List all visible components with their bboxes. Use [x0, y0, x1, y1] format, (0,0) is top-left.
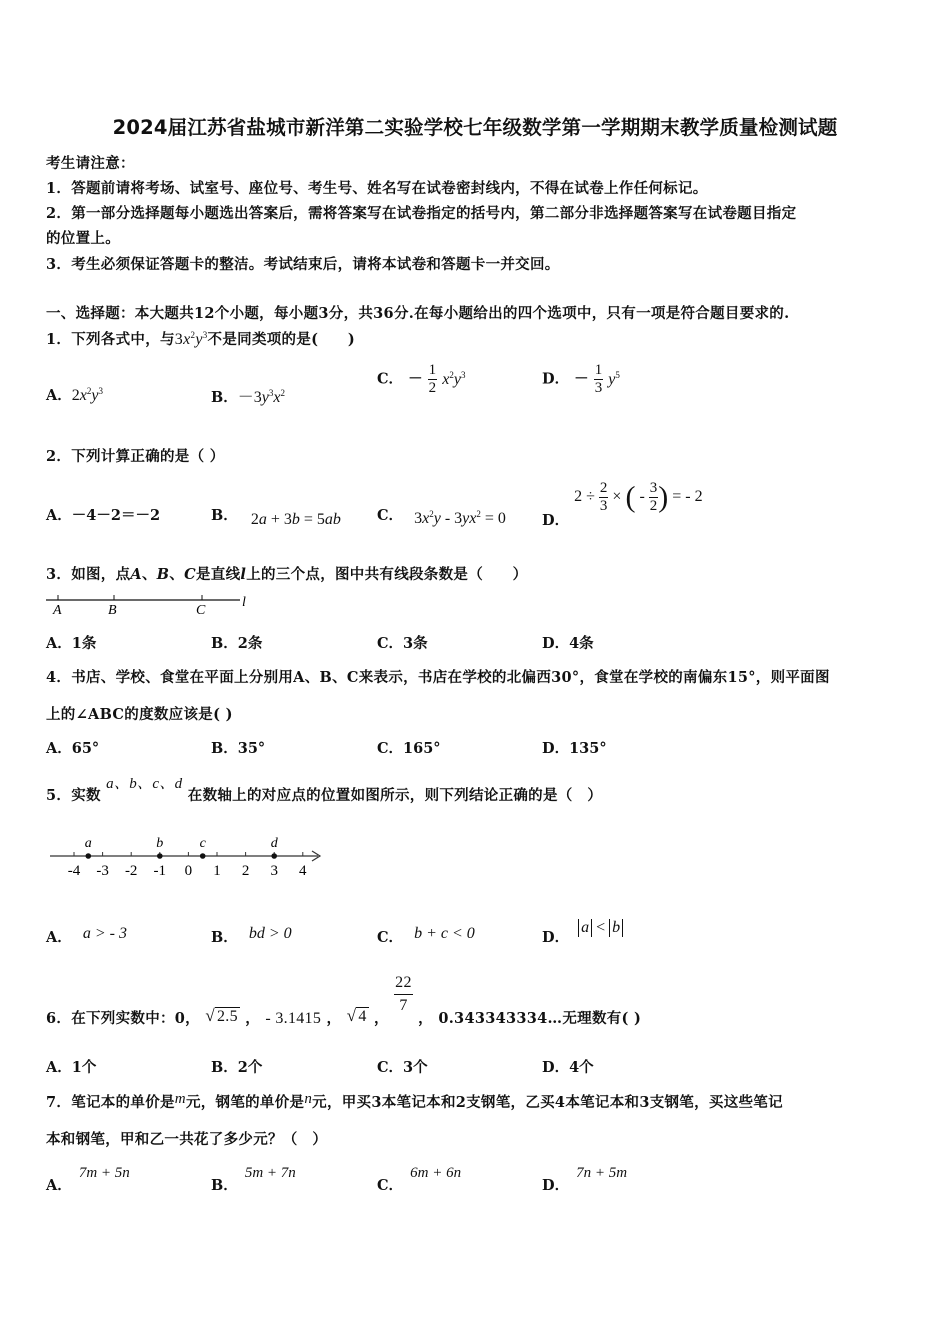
exam-title: 2024届江苏省盐城市新洋第二实验学校七年级数学第一学期期末教学质量检测试题	[112, 116, 838, 139]
q5-point-label-d: d	[270, 836, 278, 851]
q1-option-c-label: C．	[377, 370, 404, 388]
q2-option-c	[377, 504, 506, 525]
question-5-stem	[46, 776, 603, 805]
q5-tick-label: 4	[299, 863, 307, 879]
q7-option-b-label: B．	[211, 1177, 238, 1194]
q1-option-a-expr: $2x^2y^3$	[71, 386, 103, 404]
q1-stem-suffix: 不是同类项的是( )	[207, 331, 356, 348]
q3-fig-label-a: A	[53, 603, 62, 618]
q2-option-d-frac-1: $\frac{2}{3}$	[599, 480, 608, 514]
q1-option-d-sign: －	[574, 370, 589, 388]
q3-line-figure	[44, 590, 264, 620]
q7-var-m: m	[174, 1091, 186, 1107]
q7-option-c	[377, 1165, 462, 1195]
q5-option-b-label: B．	[211, 929, 238, 946]
q1-term: $3x^2y^3$	[174, 330, 208, 348]
q5-vars: a、b、c、d	[106, 776, 183, 792]
question-2-stem: 2．下列计算正确的是（ ）	[46, 448, 225, 465]
question-3-stem: 3．如图，点A、B、C是直线l上的三个点，图中共有线段条数是（ ）	[46, 566, 528, 583]
q5-option-a-expr: a > - 3	[82, 925, 127, 942]
q6-sqrt-2-5: √ 2.5	[205, 1005, 238, 1025]
q3-point-a: A	[130, 566, 142, 583]
q5-point-c	[200, 853, 206, 859]
q7-option-d	[542, 1165, 628, 1195]
q1-option-c	[377, 362, 465, 397]
notice-heading: 考生请注意：	[46, 155, 135, 172]
q6-fraction-22-7: $\frac{22}{7}$	[395, 974, 412, 1014]
q1-option-a-label: A．	[46, 387, 72, 404]
q5-point-d	[271, 853, 277, 859]
q3-fig-label-c: C	[196, 603, 206, 618]
question-1-stem	[46, 328, 355, 349]
q1-option-a	[46, 384, 103, 405]
q3-point-c: C	[184, 566, 196, 583]
q5-tick-label: -2	[124, 863, 138, 879]
q5-tick-label: 2	[241, 863, 250, 879]
q7-stem-part-1: 7．笔记本的单价是	[46, 1094, 175, 1111]
q1-option-c-fraction: $\frac{1}{2}$	[428, 362, 437, 396]
q5-tick-label: -1	[153, 863, 167, 879]
q1-option-b-expr: $-3y^3x^2$	[237, 388, 285, 406]
q3-line-name: l	[240, 566, 247, 583]
q7-option-d-expr: 7n + 5m	[576, 1165, 628, 1181]
q2-option-c-expr: $3x^2y - 3yx^2 = 0$	[414, 509, 506, 527]
q3-option-d: D．4条	[542, 635, 594, 652]
q4-option-d: D．135°	[542, 740, 607, 757]
q6-option-b: B．2个	[211, 1059, 263, 1076]
q5-tick-label: 1	[213, 863, 221, 879]
q7-option-d-label: D．	[542, 1177, 570, 1194]
q3-point-b: B	[156, 566, 170, 583]
q7-stem-part-2: 元，钢笔的单价是	[185, 1094, 305, 1111]
q6-sqrt-4: √ 4	[346, 1005, 367, 1025]
q5-option-a	[46, 926, 127, 947]
q5-option-b	[211, 926, 292, 947]
q2-option-d-label: D．	[542, 512, 570, 530]
q5-option-d-expr: a < b	[578, 919, 623, 936]
q1-stem-prefix: 1．下列各式中，与	[46, 331, 175, 348]
q5-option-d	[542, 919, 623, 947]
q5-option-c	[377, 926, 475, 947]
q5-point-label-c: c	[199, 836, 206, 851]
q7-option-a-label: A．	[46, 1177, 72, 1194]
q4-option-a: A．65°	[46, 740, 100, 757]
q3-fig-label-l: l	[242, 595, 246, 610]
q5-tick-label: 3	[270, 863, 278, 879]
q6-option-d: D．4个	[542, 1059, 594, 1076]
q7-option-c-label: C．	[377, 1177, 404, 1194]
q5-tick-label: 0	[184, 863, 193, 879]
notice-item-2-cont: 的位置上。	[46, 230, 120, 247]
q2-option-c-label: C．	[377, 507, 404, 524]
q5-tick-label: -3	[96, 863, 109, 879]
q5-option-c-label: C．	[377, 929, 404, 946]
q2-option-d-expr: 2 ÷ $\frac{2}{3}$ × ( - $\frac{3}{2}$ ) = - 2	[574, 480, 703, 514]
q7-stem-part-3: 元，甲买3本笔记本和2支钢笔，乙买4本笔记本和3支钢笔，买这些笔记	[312, 1094, 783, 1111]
q3-option-c: C．3条	[377, 635, 428, 652]
q5-stem-prefix: 5．实数	[46, 787, 101, 804]
q5-number-line	[46, 830, 336, 882]
notice-item-1: 1．答题前请将考场、试室号、座位号、考生号、姓名写在试卷密封线内，不得在试卷上作任何标记。	[46, 180, 708, 197]
q3-fig-label-b: B	[108, 603, 117, 618]
q5-option-b-expr: bd > 0	[248, 925, 292, 942]
q5-option-a-label: A．	[46, 929, 72, 946]
q3-option-b: B．2条	[211, 635, 263, 652]
q5-point-label-a: a	[84, 836, 92, 851]
q5-option-d-label: D．	[542, 929, 570, 946]
q3-stem-middle: 是直线	[195, 566, 241, 583]
q7-var-n: n	[304, 1091, 313, 1107]
q7-option-a	[46, 1165, 130, 1195]
q1-option-d-label: D．	[542, 370, 570, 388]
q1-option-c-sign: －	[408, 370, 423, 388]
q2-option-a	[46, 504, 160, 525]
q5-tick-label: -4	[67, 863, 81, 879]
q1-option-d-expr: $y^5$	[608, 369, 620, 388]
q3-stem-prefix: 3．如图，点	[46, 566, 131, 583]
q2-option-b	[211, 504, 341, 528]
q5-point-a	[86, 853, 92, 859]
q5-point-label-b: b	[156, 836, 164, 851]
q5-point-b	[157, 853, 163, 859]
q3-option-a: A．1条	[46, 635, 97, 652]
q3-stem-suffix: 上的三个点，图中共有线段条数是（ ）	[246, 566, 528, 583]
q5-option-c-expr: b + c < 0	[414, 925, 475, 942]
q2-option-a-label: A．	[46, 507, 72, 524]
q2-option-a-expr: －4－2＝－2	[71, 507, 161, 524]
q7-option-b	[211, 1165, 296, 1195]
notice-item-2: 2．第一部分选择题每小题选出答案后，需将答案写在试卷指定的括号内，第二部分非选择题答案写在试卷题目指定	[46, 205, 797, 222]
question-6-stem: 6．在下列实数中：0， √ 2.5 ， - 3.1415 ， √ 4 ， $\frac{22}{7}$ ， 0.343343334…无理数有( )	[46, 974, 642, 1027]
q1-option-d	[542, 362, 620, 397]
q6-option-c: C．3个	[377, 1059, 428, 1076]
q1-option-b-label: B．	[211, 389, 238, 406]
q2-option-d-frac-2: $\frac{3}{2}$	[649, 480, 658, 514]
question-4-stem-line2: 上的∠ABC的度数应该是( )	[46, 706, 233, 723]
notice-item-3: 3．考生必须保证答题卡的整洁。考试结束后，请将本试卷和答题卡一并交回。	[46, 256, 560, 273]
q7-option-c-expr: 6m + 6n	[410, 1165, 462, 1181]
q2-option-b-expr: 2a + 3b = 5ab	[250, 511, 341, 528]
q2-option-d	[542, 480, 703, 530]
section-heading: 一、选择题：本大题共12个小题，每小题3分，共36分.在每小题给出的四个选项中，只有一项是符合题目要求的.	[46, 305, 790, 322]
q1-option-d-fraction: $\frac{1}{3}$	[594, 362, 603, 396]
q6-option-a: A．1个	[46, 1059, 97, 1076]
q2-option-b-label: B．	[211, 507, 238, 524]
q4-option-b: B．35°	[211, 740, 266, 757]
q6-stem-suffix: 0.343343334…无理数有( )	[438, 1009, 642, 1027]
question-7-stem-line1	[46, 1091, 783, 1112]
question-7-stem-line2: 本和钢笔，甲和乙一共花了多少元？（ ）	[46, 1131, 328, 1148]
q5-stem-suffix: 在数轴上的对应点的位置如图所示，则下列结论正确的是（ ）	[187, 787, 603, 804]
q6-neg-number: - 3.1415	[265, 1009, 322, 1027]
q7-option-b-expr: 5m + 7n	[244, 1165, 296, 1181]
q6-stem-prefix: 6．在下列实数中：0，	[46, 1009, 200, 1027]
q1-option-c-expr: $x^2y^3$	[442, 369, 466, 388]
q7-option-a-expr: 7m + 5n	[78, 1165, 130, 1181]
q1-option-b	[211, 384, 285, 407]
q4-option-c: C．165°	[377, 740, 441, 757]
question-4-stem-line1: 4．书店、学校、食堂在平面上分别用A、B、C来表示，书店在学校的北偏西30°，食堂在学校的南偏东15°，则平面图	[46, 669, 830, 686]
